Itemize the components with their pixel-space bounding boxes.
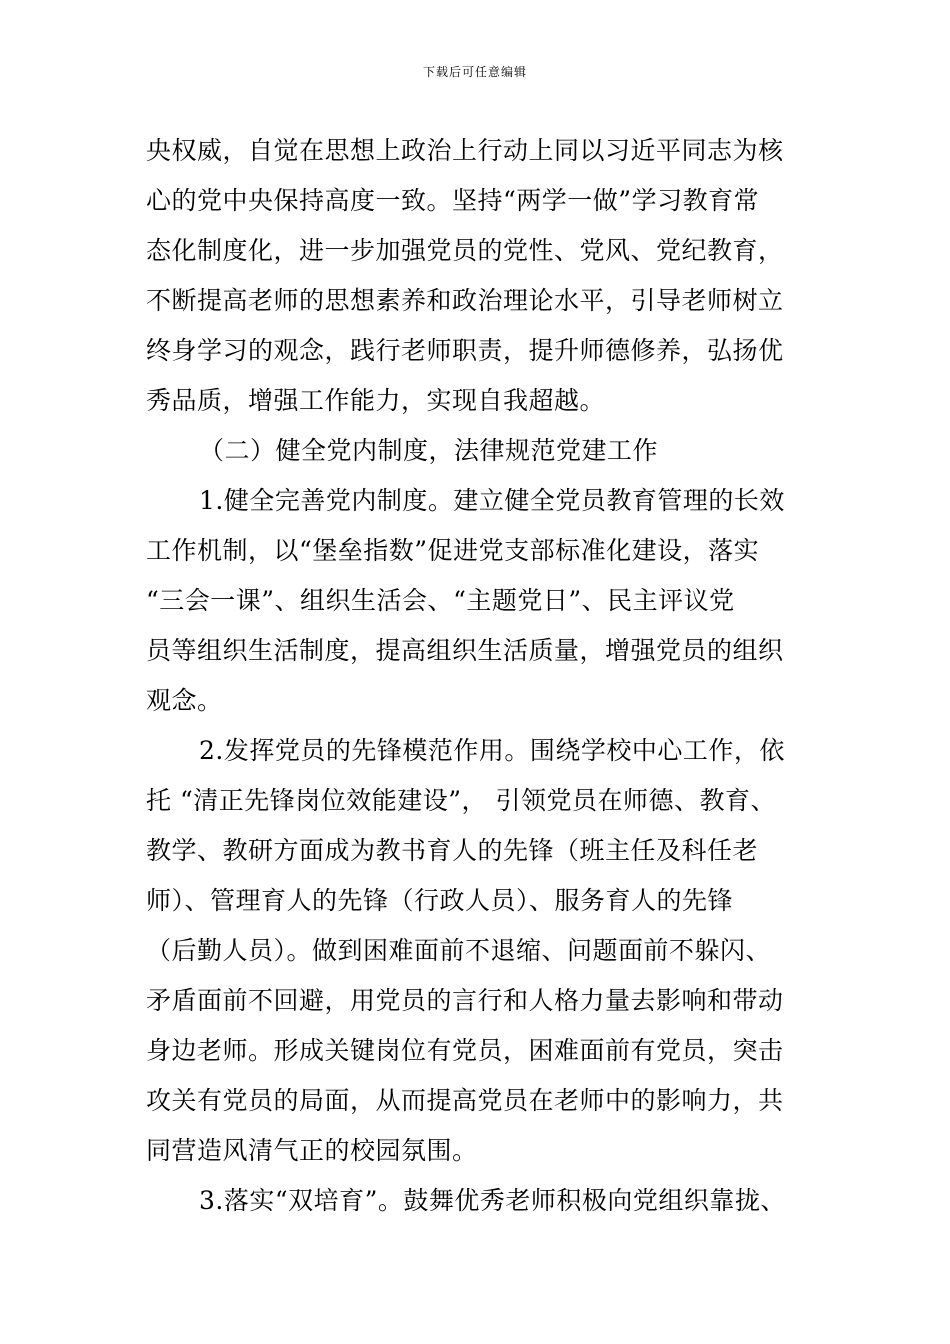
- body-line: 托 “清正先锋岗位效能建设”， 引领党员在师德、教育、: [146, 786, 776, 815]
- body-line: 攻关有党员的局面，从而提高党员在老师中的影响力，共: [146, 1086, 784, 1115]
- body-line: 师）、管理育人的先锋（行政人员）、服务育人的先锋: [146, 886, 734, 915]
- page-header: 下载后可任意编辑: [422, 65, 527, 79]
- body-line: 不断提高老师的思想素养和政治理论水平，引导老师树立: [146, 286, 784, 315]
- body-line: 秀品质，增强工作能力，实现自我超越。: [146, 386, 606, 415]
- body-line: 心的党中央保持高度一致。坚持“两学一做”学习教育常: [146, 186, 760, 215]
- body-line: 观念。: [146, 686, 223, 715]
- body-line: 工作机制，以“堡垒指数”促进党支部标准化建设，落实: [146, 536, 760, 565]
- body-line: 同营造风清气正的校园氛围。: [146, 1136, 478, 1165]
- body-line: 教学、教研方面成为教书育人的先锋（班主任及科任老: [146, 836, 759, 865]
- section-heading: （二）健全党内制度，法律规范党建工作: [199, 436, 659, 465]
- body-line: 身边老师。形成关键岗位有党员，困难面前有党员，突击: [146, 1036, 784, 1065]
- body-line: 终身学习的观念，践行老师职责，提升师德修养，弘扬优: [146, 336, 784, 365]
- paragraph-first-line: 2.发挥党员的先锋模范作用。围绕学校中心工作，依: [199, 736, 785, 765]
- body-line: （后勤人员）。做到困难面前不退缩、问题面前不躲闪、: [146, 936, 772, 965]
- body-line: 态化制度化，进一步加强党员的党性、党风、党纪教育，: [146, 236, 784, 265]
- body-line: 央权威，自觉在思想上政治上行动上同以习近平同志为核: [146, 136, 784, 165]
- body-line: 员等组织生活制度，提高组织生活质量，增强党员的组织: [146, 636, 784, 665]
- document-body: [146, 126, 836, 1226]
- body-line: “三会一课”、组织生活会、“主题党日”、民主评议党: [146, 586, 735, 615]
- paragraph-first-line: 1.健全完善党内制度。建立健全党员教育管理的长效: [199, 486, 785, 515]
- body-line: 矛盾面前不回避，用党员的言行和人格力量去影响和带动: [146, 986, 784, 1015]
- paragraph-first-line: 3.落实“双培育”。鼓舞优秀老师积极向党组织靠拢、: [199, 1186, 786, 1215]
